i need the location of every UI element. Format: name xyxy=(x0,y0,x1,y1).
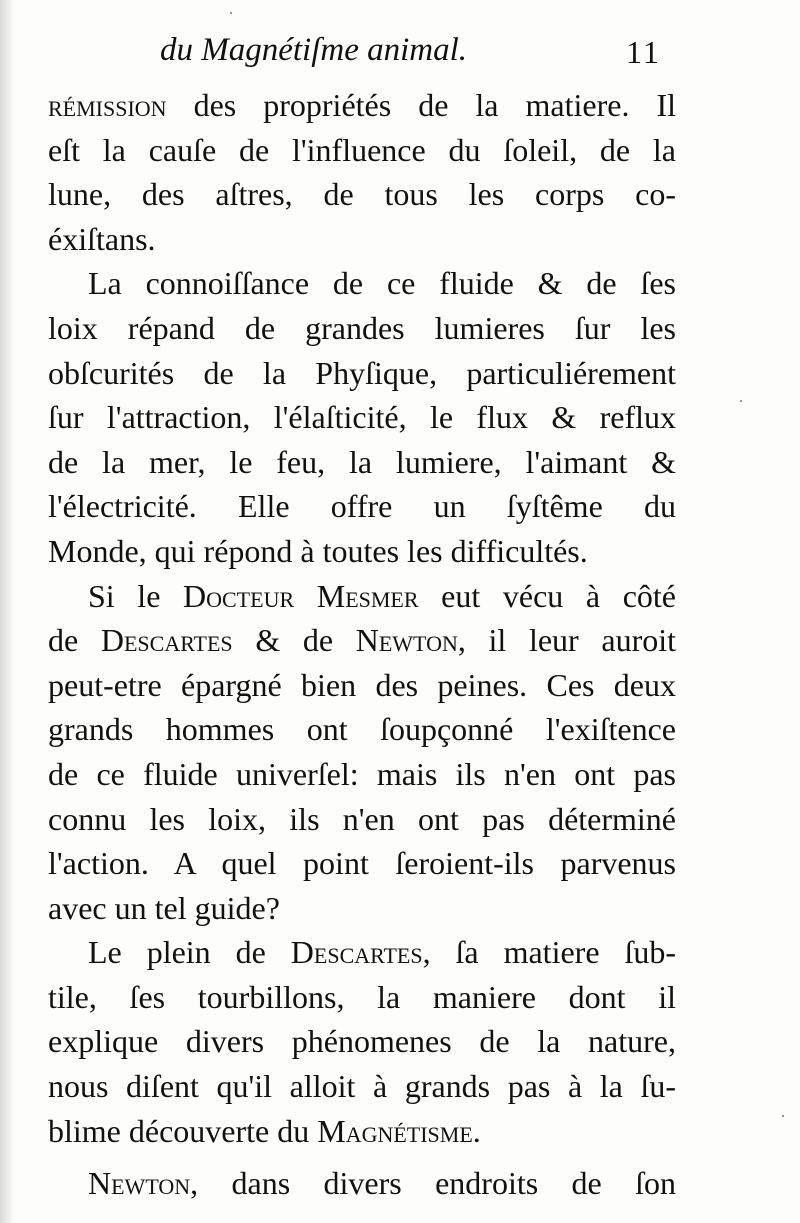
text-line: eſt la cauſe de l'influence du ſoleil, de la xyxy=(48,131,676,168)
text-line: Le plein de Descartes, ſa matiere ſub- xyxy=(88,934,677,971)
text-line: avec un tel guide? xyxy=(48,889,280,926)
text-line: connu les loix, ils n'en ont pas déterminé xyxy=(48,800,676,837)
text-line: Newton, dans divers endroits de ſon xyxy=(88,1165,676,1202)
scan-speck xyxy=(230,12,232,14)
text-line: tile, ſes tourbillons, la maniere dont il xyxy=(48,978,676,1015)
text-line: de la mer, le feu, la lumiere, l'aimant & xyxy=(48,443,676,480)
running-head: du Magnétiſme animal. xyxy=(160,32,468,68)
text-line: ſur l'attraction, l'élaſticité, le flux & reflux xyxy=(48,399,676,436)
text-line: éxiſtans. xyxy=(48,220,156,257)
text-line: blime découverte du Magnétisme. xyxy=(48,1112,481,1149)
text-line: La connoiſſance de ce fluide & de ſes xyxy=(88,265,676,302)
text-line: rémission des propriétés de la matiere. Il xyxy=(48,87,676,123)
text-line: explique divers phénomenes de la nature, xyxy=(48,1023,676,1060)
text-line: de Descartes & de Newton, il leur auroit xyxy=(48,622,677,659)
text-line: l'électricité. Elle offre un ſyſtême du xyxy=(48,488,676,525)
text-line: nous diſent qu'il alloit à grands pas à la ſu- xyxy=(48,1068,676,1105)
text-line: lune, des aſtres, de tous les corps co- xyxy=(48,176,676,213)
text-line: de ce fluide univerſel: mais ils n'en ont pas xyxy=(48,755,676,792)
scan-speck xyxy=(740,400,742,402)
text-line: grands hommes ont ſoupçonné l'exiſtence xyxy=(48,711,676,748)
text-line: peut-etre épargné bien des peines. Ces deux xyxy=(48,666,676,703)
text-line: obſcurités de la Phyſique, particuliérement xyxy=(48,354,676,391)
page-gutter-shadow xyxy=(0,0,14,1223)
page-number: 11 xyxy=(626,34,661,70)
text-line: Monde, qui répond à toutes les difficultés. xyxy=(48,532,588,569)
text-line: l'action. A quel point ſeroient-ils parvenus xyxy=(48,845,676,882)
text-line: loix répand de grandes lumieres ſur les xyxy=(48,309,676,346)
scan-speck xyxy=(782,1115,784,1117)
paragraph-gap xyxy=(48,1153,676,1161)
body-text xyxy=(48,83,676,1206)
text-line: Si le Docteur Mesmer eut vécu à côté xyxy=(88,577,677,614)
